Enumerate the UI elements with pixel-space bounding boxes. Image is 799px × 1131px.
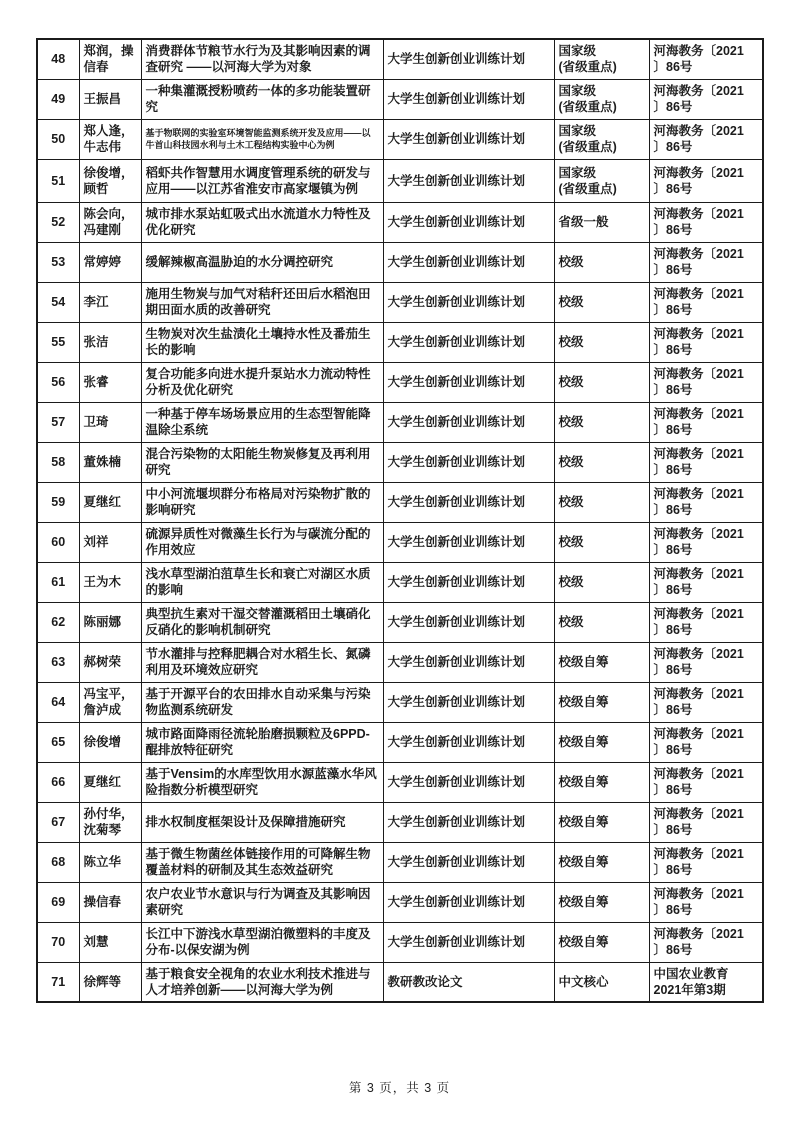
- cell-project-type: 大学生创新创业训练计划: [383, 842, 554, 882]
- cell-row-number: 69: [37, 882, 79, 922]
- cell-project-title: [141, 362, 383, 402]
- cell-project-leader: 孙付华，沈菊琴: [79, 802, 141, 842]
- cell-row-number: 64: [37, 682, 79, 722]
- table-row: [37, 79, 763, 119]
- project-title-text: 节水灌排与控释肥耦合对水稻生长、氮磷利用及环境效应研究: [145, 647, 371, 677]
- cell-project-type: 大学生创新创业训练计划: [383, 562, 554, 602]
- cell-row-number: 71: [37, 962, 79, 1002]
- table-row: [37, 442, 763, 482]
- project-title-text: 基于粮食安全视角的农业水利技术推进与人才培养创新——以河海大学为例: [145, 966, 371, 997]
- cell-project-level: 省级一般: [554, 202, 649, 242]
- cell-project-leader: 操信春: [79, 882, 141, 922]
- cell-document-ref: 河海教务〔2021 〕86号: [649, 682, 763, 722]
- cell-row-number: 55: [37, 322, 79, 362]
- cell-row-number: 63: [37, 642, 79, 682]
- cell-project-title: [141, 482, 383, 522]
- cell-document-ref: 河海教务〔2021 〕86号: [649, 362, 763, 402]
- project-title-text: 长江中下游浅水草型湖泊微塑料的丰度及分布-以保安湖为例: [145, 927, 371, 957]
- cell-project-type: 大学生创新创业训练计划: [383, 402, 554, 442]
- cell-project-leader: 董姝楠: [79, 442, 141, 482]
- cell-project-type: 大学生创新创业训练计划: [383, 882, 554, 922]
- cell-project-type: 大学生创新创业训练计划: [383, 802, 554, 842]
- project-title-text: 消费群体节粮节水行为及其影响因素的调查研究 ——以河海大学为对象: [145, 44, 371, 75]
- table-row: [37, 842, 763, 882]
- project-title-text: 混合污染物的太阳能生物炭修复及再利用研究: [145, 447, 371, 477]
- table-row: [37, 562, 763, 602]
- cell-project-type: 大学生创新创业训练计划: [383, 482, 554, 522]
- cell-project-title: [141, 79, 383, 119]
- cell-row-number: 60: [37, 522, 79, 562]
- cell-project-title: [141, 322, 383, 362]
- cell-row-number: 67: [37, 802, 79, 842]
- projects-table-body: [37, 39, 763, 1002]
- cell-document-ref: 中国农业教育 2021年第3期: [649, 962, 763, 1002]
- cell-project-level: 校级: [554, 402, 649, 442]
- cell-document-ref: 河海教务〔2021 〕86号: [649, 282, 763, 322]
- project-title-text: 农户农业节水意识与行为调查及其影响因素研究: [145, 887, 371, 917]
- cell-project-type: 大学生创新创业训练计划: [383, 119, 554, 159]
- cell-project-title: [141, 882, 383, 922]
- cell-row-number: 56: [37, 362, 79, 402]
- cell-project-type: 大学生创新创业训练计划: [383, 922, 554, 962]
- cell-project-leader: 郝树荣: [79, 642, 141, 682]
- cell-project-title: [141, 402, 383, 442]
- cell-row-number: 54: [37, 282, 79, 322]
- cell-project-level: 校级: [554, 362, 649, 402]
- cell-project-leader: 李江: [79, 282, 141, 322]
- cell-project-leader: 卫琦: [79, 402, 141, 442]
- cell-document-ref: 河海教务〔2021 〕86号: [649, 402, 763, 442]
- cell-document-ref: 河海教务〔2021 〕86号: [649, 322, 763, 362]
- cell-project-level: 校级自筹: [554, 762, 649, 802]
- cell-project-level: 校级: [554, 242, 649, 282]
- cell-project-title: [141, 442, 383, 482]
- table-row: [37, 722, 763, 762]
- project-title-text: 基于微生物菌丝体链接作用的可降解生物覆盖材料的研制及其生态效益研究: [145, 847, 371, 877]
- cell-project-leader: 张睿: [79, 362, 141, 402]
- cell-project-leader: 徐俊增，顾哲: [79, 159, 141, 202]
- cell-project-level: 校级自筹: [554, 922, 649, 962]
- cell-project-level: 校级自筹: [554, 722, 649, 762]
- cell-document-ref: 河海教务〔2021 〕86号: [649, 242, 763, 282]
- cell-project-level: 国家级 (省级重点): [554, 159, 649, 202]
- cell-project-level: 校级: [554, 562, 649, 602]
- cell-project-level: 校级自筹: [554, 682, 649, 722]
- project-title-text: 基于物联网的实验室环境智能监测系统开发及应用——以牛首山科技园水利与土木工程结构实验中心为例: [145, 128, 371, 150]
- cell-project-type: 大学生创新创业训练计划: [383, 159, 554, 202]
- cell-document-ref: 河海教务〔2021 〕86号: [649, 442, 763, 482]
- project-title-text: 中小河流堰坝群分布格局对污染物扩散的影响研究: [145, 487, 371, 517]
- project-title-text: 一种集灌溉授粉喷药一体的多功能装置研究: [145, 84, 371, 114]
- cell-document-ref: 河海教务〔2021 〕86号: [649, 562, 763, 602]
- project-title-text: 稻虾共作智慧用水调度管理系统的研发与应用——以江苏省淮安市高家堰镇为例: [145, 165, 371, 196]
- table-row: [37, 202, 763, 242]
- cell-row-number: 51: [37, 159, 79, 202]
- table-row: [37, 602, 763, 642]
- cell-row-number: 66: [37, 762, 79, 802]
- project-title-text: 排水权制度框架设计及保障措施研究: [145, 815, 346, 829]
- cell-row-number: 59: [37, 482, 79, 522]
- cell-project-level: 校级: [554, 442, 649, 482]
- cell-project-level: 校级自筹: [554, 882, 649, 922]
- table-row: [37, 119, 763, 159]
- cell-project-level: 校级自筹: [554, 842, 649, 882]
- project-title-text: 一种基于停车场场景应用的生态型智能降温除尘系统: [145, 407, 371, 437]
- cell-document-ref: 河海教务〔2021 〕86号: [649, 39, 763, 79]
- cell-project-leader: 陈丽娜: [79, 602, 141, 642]
- cell-project-title: [141, 522, 383, 562]
- cell-project-type: 教研教改论文: [383, 962, 554, 1002]
- cell-project-leader: 郑人逢，牛志伟: [79, 119, 141, 159]
- cell-project-level: 国家级 (省级重点): [554, 119, 649, 159]
- cell-document-ref: 河海教务〔2021 〕86号: [649, 922, 763, 962]
- cell-project-leader: 夏继红: [79, 482, 141, 522]
- cell-document-ref: 河海教务〔2021 〕86号: [649, 602, 763, 642]
- project-title-text: 生物炭对次生盐渍化土壤持水性及番茄生长的影响: [145, 327, 371, 357]
- cell-project-type: 大学生创新创业训练计划: [383, 682, 554, 722]
- cell-row-number: 62: [37, 602, 79, 642]
- cell-project-leader: 徐俊增: [79, 722, 141, 762]
- cell-project-level: 校级: [554, 322, 649, 362]
- cell-project-title: [141, 682, 383, 722]
- cell-project-level: 校级: [554, 282, 649, 322]
- project-title-text: 城市排水泵站虹吸式出水流道水力特性及优化研究: [145, 207, 371, 237]
- cell-project-title: [141, 722, 383, 762]
- cell-row-number: 53: [37, 242, 79, 282]
- table-row: [37, 159, 763, 202]
- cell-document-ref: 河海教务〔2021 〕86号: [649, 842, 763, 882]
- cell-project-leader: 张洁: [79, 322, 141, 362]
- cell-document-ref: 河海教务〔2021 〕86号: [649, 882, 763, 922]
- table-row: [37, 522, 763, 562]
- cell-row-number: 52: [37, 202, 79, 242]
- page-number-footer: 第 3 页，共 3 页: [348, 1081, 451, 1095]
- project-title-text: 施用生物炭与加气对秸秆还田后水稻泡田期田面水质的改善研究: [145, 287, 371, 317]
- table-row: [37, 802, 763, 842]
- cell-project-level: 校级: [554, 482, 649, 522]
- cell-project-type: 大学生创新创业训练计划: [383, 602, 554, 642]
- cell-project-type: 大学生创新创业训练计划: [383, 322, 554, 362]
- cell-document-ref: 河海教务〔2021 〕86号: [649, 79, 763, 119]
- projects-table: [36, 38, 764, 1003]
- cell-document-ref: 河海教务〔2021 〕86号: [649, 119, 763, 159]
- cell-project-leader: 郑润，操信春: [79, 39, 141, 79]
- cell-project-level: 校级: [554, 602, 649, 642]
- cell-project-leader: 陈会向，冯建刚: [79, 202, 141, 242]
- cell-row-number: 70: [37, 922, 79, 962]
- table-row: [37, 962, 763, 1002]
- cell-project-title: [141, 842, 383, 882]
- cell-project-title: [141, 962, 383, 1002]
- cell-project-title: [141, 242, 383, 282]
- cell-row-number: 49: [37, 79, 79, 119]
- cell-project-leader: 刘慧: [79, 922, 141, 962]
- cell-project-title: [141, 282, 383, 322]
- cell-project-level: 国家级 (省级重点): [554, 39, 649, 79]
- cell-project-title: [141, 802, 383, 842]
- project-title-text: 浅水草型湖泊菹草生长和衰亡对湖区水质的影响: [145, 567, 371, 597]
- table-row: [37, 922, 763, 962]
- project-title-text: 硫源异质性对微藻生长行为与碳流分配的作用效应: [145, 527, 371, 557]
- project-title-text: 缓解辣椒高温胁迫的水分调控研究: [145, 255, 334, 269]
- table-row: [37, 882, 763, 922]
- cell-row-number: 57: [37, 402, 79, 442]
- cell-project-leader: 常婷婷: [79, 242, 141, 282]
- cell-project-type: 大学生创新创业训练计划: [383, 362, 554, 402]
- cell-project-level: 中文核心: [554, 962, 649, 1002]
- table-row: [37, 642, 763, 682]
- table-row: [37, 402, 763, 442]
- cell-document-ref: 河海教务〔2021 〕86号: [649, 159, 763, 202]
- cell-document-ref: 河海教务〔2021 〕86号: [649, 722, 763, 762]
- table-row: [37, 482, 763, 522]
- cell-document-ref: 河海教务〔2021 〕86号: [649, 642, 763, 682]
- cell-document-ref: 河海教务〔2021 〕86号: [649, 802, 763, 842]
- project-title-text: 城市路面降雨径流轮胎磨损颗粒及6PPD-醌排放特征研究: [145, 727, 370, 757]
- table-row: [37, 39, 763, 79]
- cell-project-leader: 王为木: [79, 562, 141, 602]
- table-row: [37, 242, 763, 282]
- table-row: [37, 762, 763, 802]
- table-row: [37, 282, 763, 322]
- cell-project-title: [141, 562, 383, 602]
- cell-project-title: [141, 119, 383, 159]
- cell-document-ref: 河海教务〔2021 〕86号: [649, 522, 763, 562]
- cell-project-title: [141, 642, 383, 682]
- cell-project-leader: 刘祥: [79, 522, 141, 562]
- cell-project-leader: 夏继红: [79, 762, 141, 802]
- cell-project-title: [141, 762, 383, 802]
- cell-row-number: 50: [37, 119, 79, 159]
- cell-project-leader: 徐辉等: [79, 962, 141, 1002]
- cell-project-type: 大学生创新创业训练计划: [383, 722, 554, 762]
- cell-project-type: 大学生创新创业训练计划: [383, 442, 554, 482]
- cell-row-number: 68: [37, 842, 79, 882]
- cell-project-leader: 王振昌: [79, 79, 141, 119]
- table-row: [37, 322, 763, 362]
- cell-project-type: 大学生创新创业训练计划: [383, 79, 554, 119]
- cell-document-ref: 河海教务〔2021 〕86号: [649, 482, 763, 522]
- cell-document-ref: 河海教务〔2021 〕86号: [649, 202, 763, 242]
- cell-project-title: [141, 39, 383, 79]
- table-row: [37, 682, 763, 722]
- cell-project-title: [141, 202, 383, 242]
- cell-project-leader: 冯宝平，詹泸成: [79, 682, 141, 722]
- cell-project-title: [141, 602, 383, 642]
- cell-project-type: 大学生创新创业训练计划: [383, 39, 554, 79]
- cell-row-number: 48: [37, 39, 79, 79]
- cell-project-type: 大学生创新创业训练计划: [383, 282, 554, 322]
- project-title-text: 基于Vensim的水库型饮用水源蓝藻水华风险指数分析模型研究: [145, 767, 377, 797]
- project-title-text: 复合功能多向进水提升泵站水力流动特性分析及优化研究: [145, 367, 371, 397]
- cell-project-level: 校级自筹: [554, 642, 649, 682]
- cell-project-level: 校级自筹: [554, 802, 649, 842]
- cell-row-number: 58: [37, 442, 79, 482]
- cell-project-type: 大学生创新创业训练计划: [383, 242, 554, 282]
- cell-project-type: 大学生创新创业训练计划: [383, 522, 554, 562]
- cell-project-type: 大学生创新创业训练计划: [383, 762, 554, 802]
- cell-project-type: 大学生创新创业训练计划: [383, 202, 554, 242]
- cell-row-number: 61: [37, 562, 79, 602]
- project-title-text: 典型抗生素对干湿交替灌溉稻田土壤硝化反硝化的影响机制研究: [145, 607, 371, 637]
- cell-document-ref: 河海教务〔2021 〕86号: [649, 762, 763, 802]
- table-row: [37, 362, 763, 402]
- cell-project-leader: 陈立华: [79, 842, 141, 882]
- cell-project-title: [141, 922, 383, 962]
- cell-project-title: [141, 159, 383, 202]
- project-title-text: 基于开源平台的农田排水自动采集与污染物监测系统研发: [145, 687, 371, 717]
- cell-row-number: 65: [37, 722, 79, 762]
- cell-project-type: 大学生创新创业训练计划: [383, 642, 554, 682]
- cell-project-level: 国家级 (省级重点): [554, 79, 649, 119]
- cell-project-level: 校级: [554, 522, 649, 562]
